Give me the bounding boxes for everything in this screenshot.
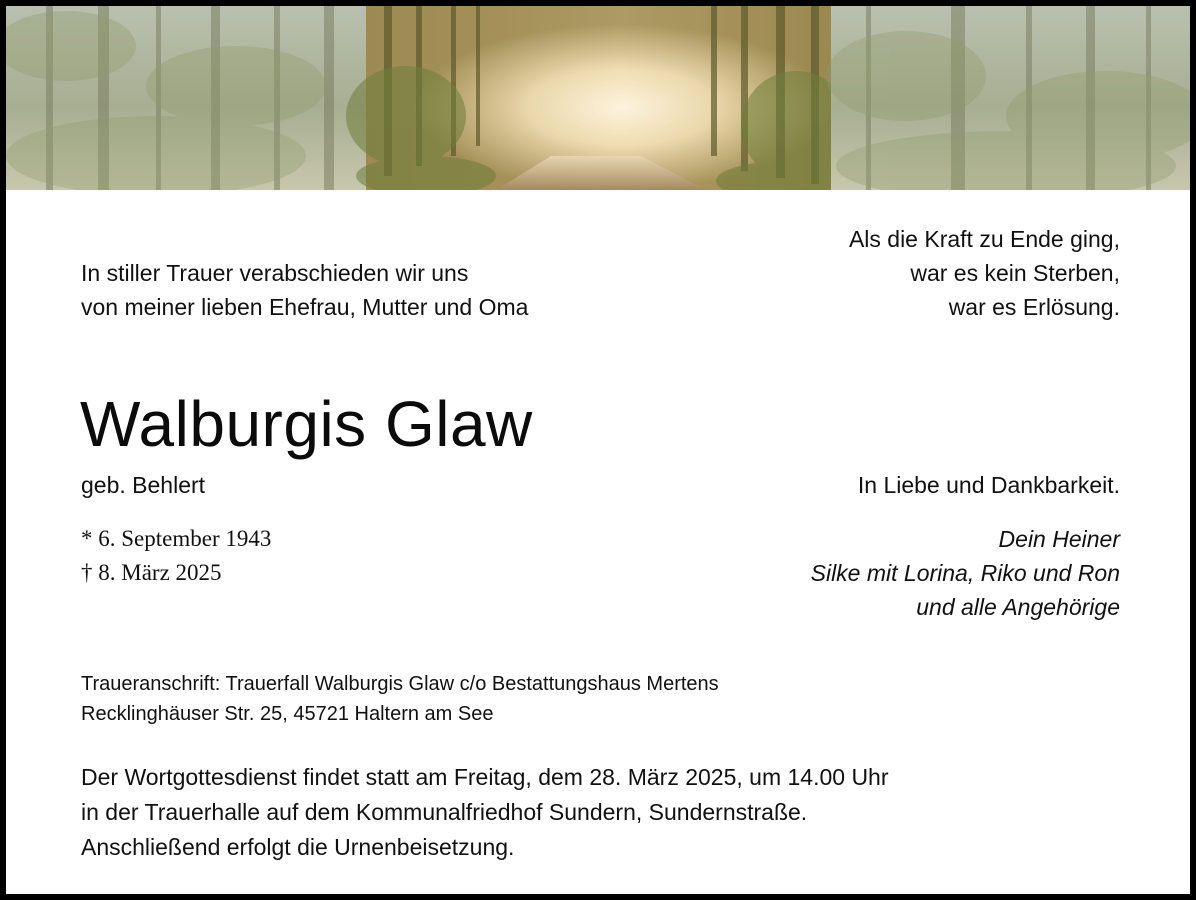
service-info bbox=[81, 760, 889, 865]
service-line: Der Wortgottesdienst findet statt am Freitag, dem 28. März 2025, um 14.00 Uhr bbox=[81, 764, 889, 790]
obituary-card bbox=[6, 6, 1190, 894]
signer-line: Silke mit Lorina, Riko und Ron bbox=[810, 560, 1120, 586]
life-dates bbox=[81, 522, 271, 590]
service-line: Anschließend erfolgt die Urnenbeisetzung. bbox=[81, 834, 515, 860]
intro-line: von meiner lieben Ehefrau, Mutter und Oma bbox=[81, 294, 529, 320]
maiden-name: geb. Behlert bbox=[81, 472, 206, 498]
forest-banner-image bbox=[6, 6, 1190, 190]
signer-line: Dein Heiner bbox=[998, 526, 1120, 552]
address-line: Recklinghäuser Str. 25, 45721 Haltern am See bbox=[81, 703, 494, 725]
closing-text: In Liebe und Dankbarkeit. bbox=[857, 472, 1120, 498]
intro-line: In stiller Trauer verabschieden wir uns bbox=[81, 260, 469, 286]
quote-line: Als die Kraft zu Ende ging, bbox=[848, 226, 1120, 252]
quote-text bbox=[849, 222, 1120, 324]
intro-text bbox=[81, 256, 528, 324]
signer-line: und alle Angehörige bbox=[916, 594, 1120, 620]
death-date: † 8. März 2025 bbox=[81, 560, 222, 585]
quote-line: war es Erlösung. bbox=[948, 294, 1120, 320]
mourning-address bbox=[81, 669, 719, 729]
deceased-name: Walburgis Glaw bbox=[80, 388, 533, 460]
service-line: in der Trauerhalle auf dem Kommunalfriedhof Sundern, Sundernstraße. bbox=[81, 799, 808, 825]
birth-date: * 6. September 1943 bbox=[81, 526, 272, 551]
signers-list bbox=[811, 522, 1120, 624]
address-line: Traueranschrift: Trauerfall Walburgis Glaw c/o Bestattungshaus Mertens bbox=[81, 673, 719, 695]
quote-line: war es kein Sterben, bbox=[910, 260, 1120, 286]
